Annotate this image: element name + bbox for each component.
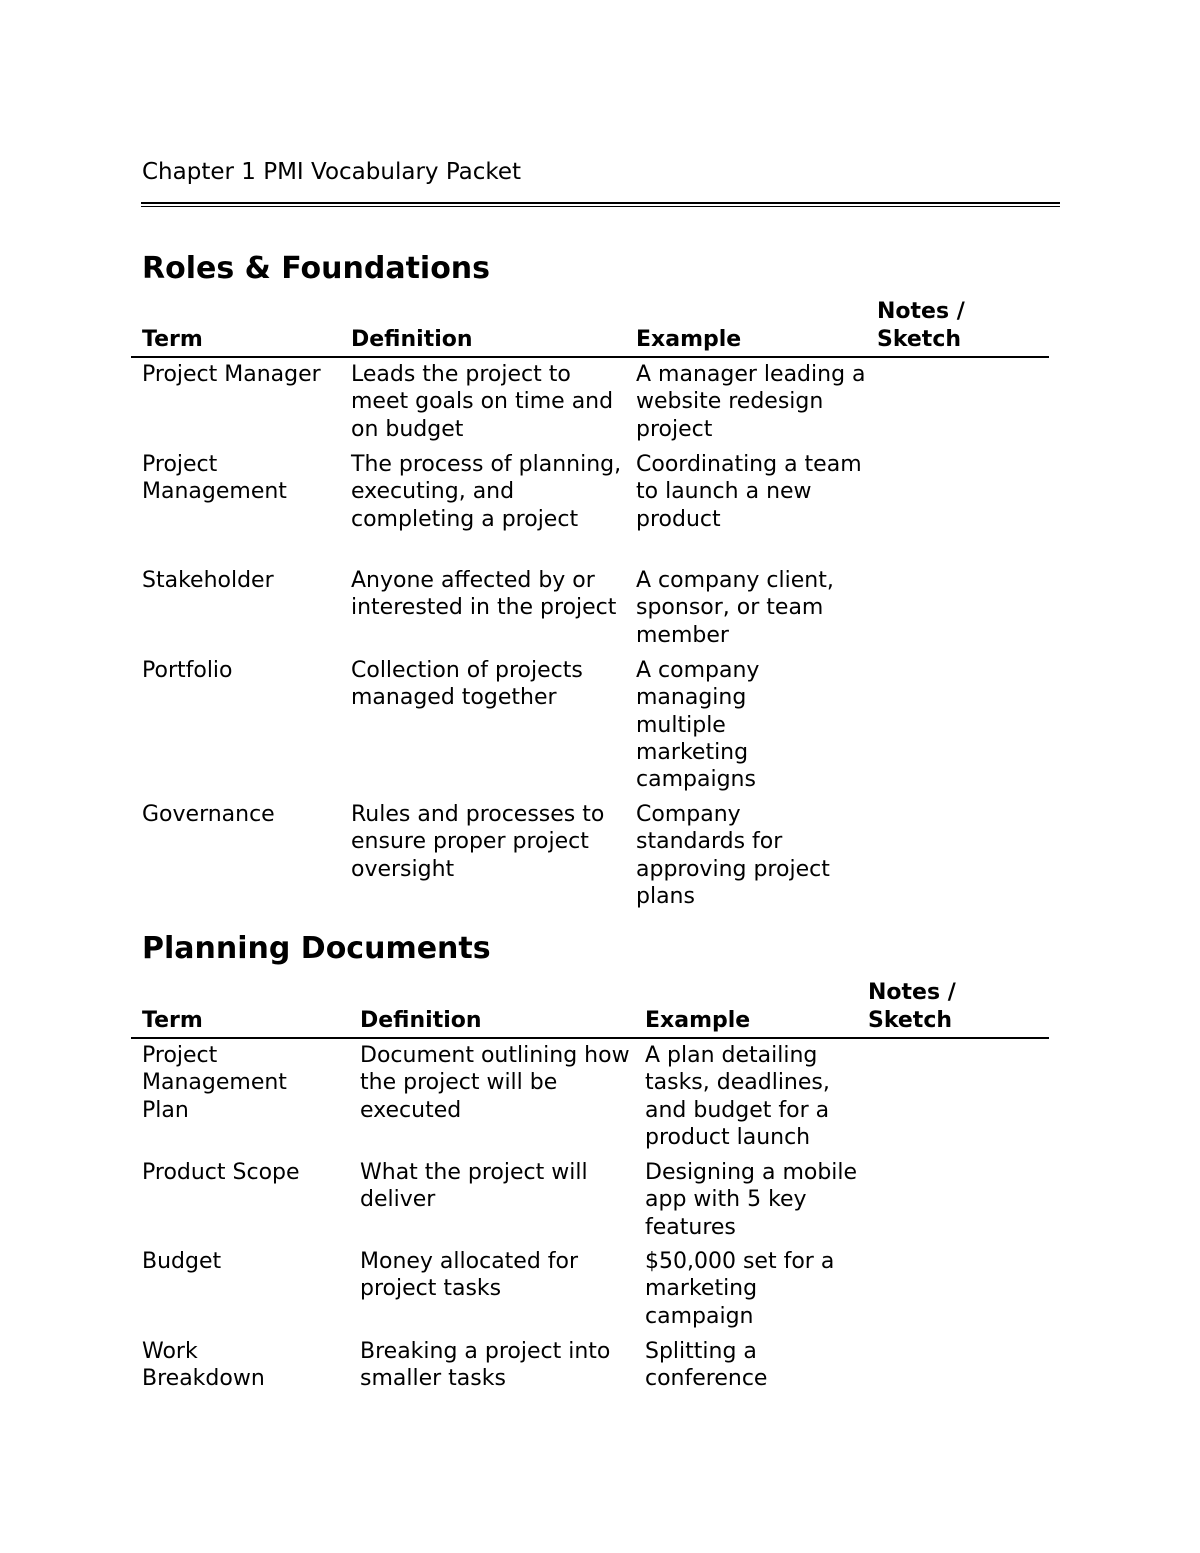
term-cell: Governance: [142, 802, 275, 827]
example-cell: Coordinating a team to launch a new product: [636, 452, 862, 532]
header-divider: [141, 202, 1060, 207]
column-header-definition: Definition: [360, 1008, 482, 1033]
example-cell: A company managing multiple marketing campaigns: [636, 658, 760, 793]
definition-cell: Money allocated for project tasks: [360, 1249, 579, 1302]
term-cell: Work Breakdown: [142, 1339, 265, 1392]
column-header-notes-line1: Notes /: [868, 980, 956, 1005]
section-title-roles-foundations: Roles & Foundations: [142, 251, 491, 286]
table-row: [131, 1338, 1049, 1398]
section-title-planning-documents: Planning Documents: [142, 931, 491, 966]
definition-cell: Leads the project to meet goals on time and on budget: [351, 362, 614, 442]
column-header-example: Example: [645, 1008, 751, 1033]
term-cell: Project Management: [142, 452, 287, 505]
example-cell: A company client, sponsor, or team member: [636, 568, 834, 648]
document-header-title: Chapter 1 PMI Vocabulary Packet: [142, 159, 522, 185]
vocabulary-table-roles-foundations: [131, 300, 1049, 921]
term-cell: Budget: [142, 1249, 222, 1274]
table-row: [131, 1159, 1049, 1248]
column-header-definition: Definition: [351, 327, 473, 352]
table-row: [131, 1248, 1049, 1338]
definition-cell: Collection of projects managed together: [351, 658, 583, 711]
term-cell: Portfolio: [142, 658, 233, 683]
term-cell: Project Manager: [142, 362, 321, 387]
definition-cell: The process of planning, executing, and completing a project: [351, 452, 622, 532]
table-row: [131, 657, 1049, 801]
column-header-term: Term: [142, 1008, 203, 1033]
example-cell: A manager leading a website redesign project: [636, 362, 866, 442]
example-cell: $50,000 set for a marketing campaign: [645, 1249, 835, 1329]
table-row: [131, 1042, 1049, 1159]
table-row: [131, 451, 1049, 567]
table-row: [131, 567, 1049, 657]
column-header-notes-line2: Sketch: [868, 1008, 953, 1033]
example-cell: Company standards for approving project plans: [636, 802, 830, 909]
example-cell: Designing a mobile app with 5 key features: [645, 1160, 858, 1240]
table-row: [131, 801, 1049, 921]
definition-cell: Breaking a project into smaller tasks: [360, 1339, 611, 1392]
column-header-notes-line2: Sketch: [877, 327, 962, 352]
term-cell: Stakeholder: [142, 568, 274, 593]
column-header-term: Term: [142, 327, 203, 352]
example-cell: Splitting a conference: [645, 1339, 768, 1392]
definition-cell: What the project will deliver: [360, 1160, 588, 1213]
table-header-row: [131, 981, 1049, 1039]
vocabulary-table-planning-documents: [131, 981, 1049, 1398]
table-header-row: [131, 300, 1049, 358]
column-header-notes-line1: Notes /: [877, 299, 965, 324]
term-cell: Product Scope: [142, 1160, 300, 1185]
example-cell: A plan detailing tasks, deadlines, and budget for a product launch: [645, 1043, 830, 1150]
definition-cell: Anyone affected by or interested in the project: [351, 568, 617, 621]
term-cell: Project Management Plan: [142, 1043, 287, 1123]
definition-cell: Document outlining how the project will be executed: [360, 1043, 630, 1123]
table-row: [131, 361, 1049, 451]
column-header-example: Example: [636, 327, 742, 352]
column-header-notes-sketch: [877, 298, 1047, 354]
column-header-notes-sketch: [868, 979, 1038, 1035]
definition-cell: Rules and processes to ensure proper project oversight: [351, 802, 605, 882]
